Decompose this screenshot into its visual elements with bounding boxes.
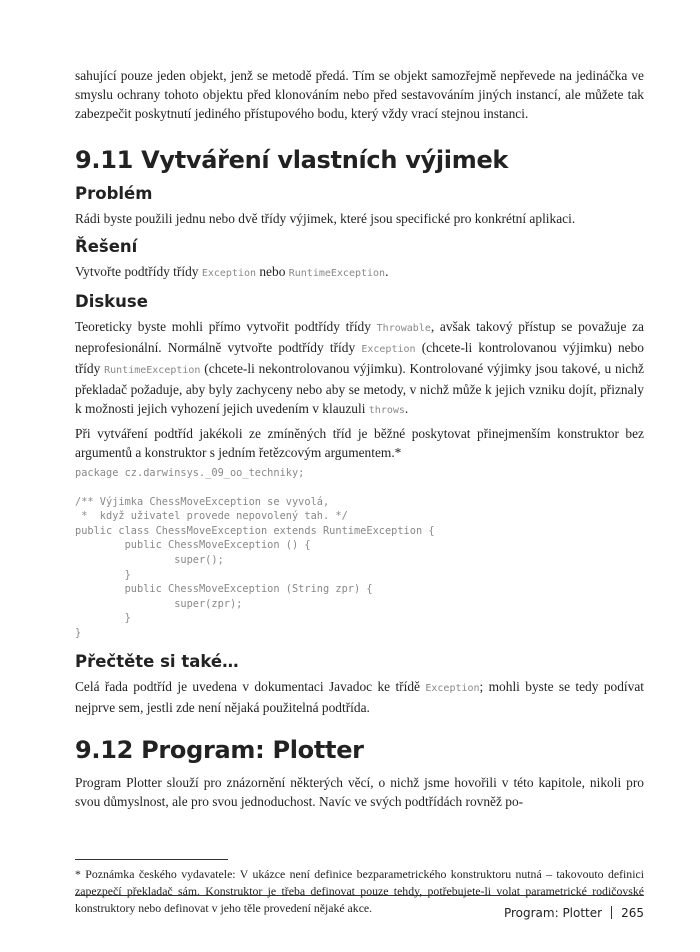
solution-heading: Řešení: [75, 237, 138, 256]
inline-code: RuntimeException: [288, 268, 386, 279]
solution-paragraph: [75, 262, 644, 283]
footnote: * Poznámka českého vydavatele: V ukázce není definice bezparametrického konstruktoru nutná – takovouto definici zapezpečí překladač sám. Konstruktor je třeba definovat pouze tehdy, potřebujete-li volat parametrické rodičovské konstruktory nebo definovat v jeho těle provedení nějaké akce.: [75, 866, 644, 915]
page-content: [75, 66, 644, 917]
inline-code: Exception: [425, 682, 480, 694]
inline-code: RuntimeException: [104, 365, 201, 376]
running-title: Program: Plotter: [503, 906, 603, 920]
section-heading-9-12: 9.12 Program: Plotter: [75, 735, 364, 764]
code-package-line: package cz.darwinsys._09_oo_techniky;: [75, 467, 305, 479]
page-footer: [75, 895, 644, 920]
discussion-paragraph-1: [75, 317, 644, 420]
inline-code: throws: [368, 405, 405, 416]
footer-separator: [611, 906, 612, 919]
footnote-divider: [75, 859, 228, 860]
plotter-paragraph: Program Plotter slouží pro znázornění některých věcí, o nichž jsme hovořili v této kapitole, nikoli pro svou důmyslnost, ale pro svou jednoduchost. Navíc ve svých podtřídách rovněž po-: [75, 774, 644, 809]
see-also-paragraph: [75, 677, 644, 717]
solution-text: Vytvořte podtřídy třídy: [75, 264, 202, 279]
see-also-text: ; mohli byste se tedy podívat nejprve sem, jestli zde není nějaká použitelná podtřída.: [75, 678, 644, 715]
solution-text: nebo: [256, 264, 289, 279]
inline-code: Throwable: [376, 323, 431, 334]
discussion-text: (chcete-li nekontrolovanou výjimku). Kontrolované výjimky jsou takové, u nichž překladač požaduje, aby byly zachyceny nebo aby se metody, v nichž může k jejich vzniku dojít, přiznaly k možnosti jejich vyhození jejich uvedením v klauzuli: [75, 361, 644, 416]
solution-text: .: [385, 264, 389, 279]
problem-heading: Problém: [75, 184, 153, 203]
inline-code: Exception: [361, 344, 416, 355]
section-heading-9-11: 9.11 Vytváření vlastních výjimek: [75, 146, 509, 174]
footer-text: [504, 906, 644, 920]
discussion-text: Teoreticky byste mohli přímo vytvořit podtřídy třídy: [75, 319, 377, 334]
see-also-heading: Přečtěte si také…: [75, 651, 239, 671]
inline-code: Exception: [201, 268, 257, 279]
discussion-text: .: [404, 401, 409, 416]
discussion-heading: Diskuse: [75, 292, 148, 311]
intro-paragraph: sahující pouze jeden objekt, jenž se metodě předá. Tím se objekt samozřejmě nepřevede na jedináčka ve smyslu ochrany tohoto objektu před klonováním nebo před sestavováním jiných instancí, ale můžete tak zabezpečit poskytnutí jediného přístupového bodu, který vždy vrací stejnou instanci.: [75, 68, 644, 121]
problem-paragraph: Rádi byste použili jednu nebo dvě třídy výjimek, které jsou specifické pro konkrétní aplikaci.: [75, 211, 576, 226]
discussion-text: (chcete-li kontrolovanou výjimku) nebo třídy: [75, 340, 644, 376]
code-listing: /** Výjimka ChessMoveException se vyvolá, * když uživatel provede nepovolený tah. */ public class ChessMoveException extends RuntimeException { public ChessMoveException () { super(); } public ChessMoveException (String zpr) { super(zpr); } }: [75, 495, 435, 639]
page-number: 265: [621, 906, 644, 920]
see-also-text: Celá řada podtříd je uvedena v dokumentaci Javadoc ke třídě: [75, 678, 426, 694]
discussion-text: , avšak takový přístup se považuje za neprofesionální. Normálně vytvořte podtřídy třídy: [75, 319, 645, 355]
discussion-paragraph-2: Při vytváření podtříd jakékoli ze zmíněných tříd je běžné poskytovat přinejmenším konstruktor bez argumentů a konstruktor s jedním řetězcovým argumentem.*: [75, 426, 644, 460]
